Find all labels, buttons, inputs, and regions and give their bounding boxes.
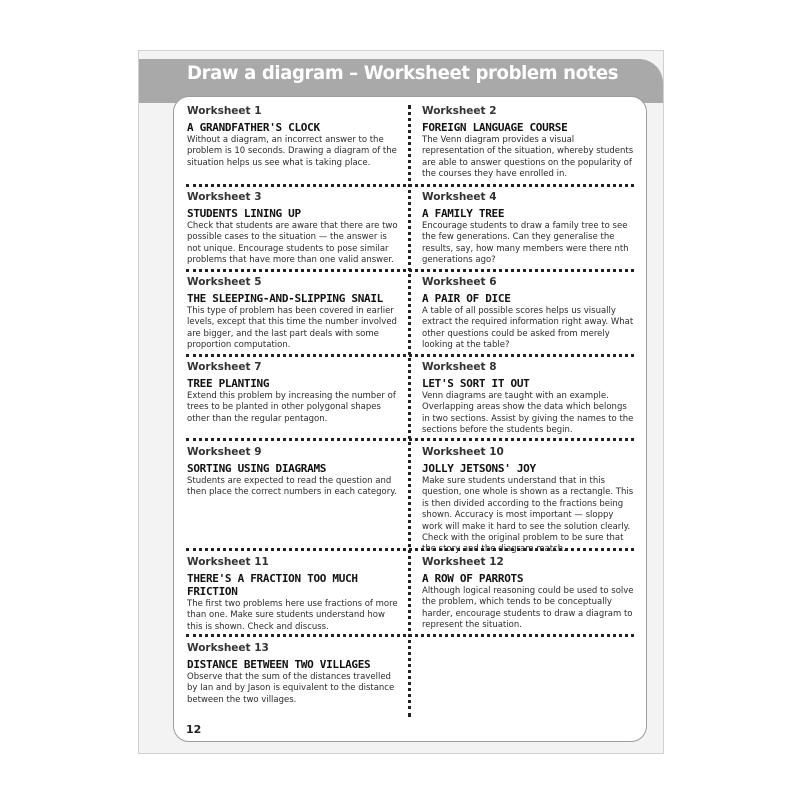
worksheet-title: TREE PLANTING [187, 377, 270, 390]
worksheet-notes: This type of problem has been covered in earlier levels, except that this time the number involved are bigger, and the last part deals with some proportion computation. [187, 306, 397, 351]
worksheet-notes: Check that students are aware that there are two possible cases to the situation — the answer is not unique. Encourage students to pose similar problems that have more than one valid answer. [187, 221, 398, 266]
worksheet-title: A GRANDFATHER'S CLOCK [187, 121, 320, 134]
worksheet-note [187, 275, 402, 353]
worksheet-notes: A table of all possible scores helps us visually extract the required information right away. What other questions could be asked from merely looking at the table? [422, 306, 634, 351]
worksheet-label: Worksheet 10 [422, 446, 504, 458]
worksheet-title: FOREIGN LANGUAGE COURSE [422, 121, 568, 134]
worksheet-note [187, 360, 402, 437]
worksheet-notes: Encourage students to draw a family tree to see the few generations. Can they generalise the results, say, how many members were there nth generations ago? [422, 221, 629, 266]
worksheet-notes: Observe that the sum of the distances travelled by Ian and by Jason is equivalent to the distance between the two villages. [187, 672, 395, 705]
row-divider [186, 269, 634, 272]
worksheet-title: A ROW OF PARROTS [422, 572, 524, 585]
worksheet-title: STUDENTS LINING UP [187, 207, 301, 220]
worksheet-title: LET'S SORT IT OUT [422, 377, 530, 390]
worksheet-notes: Make sure students understand that in this question, one whole is shown as a rectangle. This is then divided according to the fractions being shown. Accuracy is most important — sloppy work will make it hard to see the solution clearly. Check with the original problem to be sure that the story and the diagram match. [422, 476, 634, 555]
page-number: 12 [186, 723, 202, 736]
worksheet-note [187, 555, 402, 633]
worksheet-label: Worksheet 13 [187, 642, 269, 654]
column-divider [408, 105, 411, 717]
worksheet-notes: The first two problems here use fractions of more than one. Make sure students understand how this is shown. Check and discuss. [187, 599, 398, 632]
worksheet-note [187, 445, 402, 547]
worksheet-label: Worksheet 11 [187, 556, 269, 568]
worksheet-label: Worksheet 12 [422, 556, 504, 568]
worksheet-title: THE SLEEPING-AND-SLIPPING SNAIL [187, 292, 383, 305]
worksheet-title: THERE'S A FRACTION TOO MUCH FRICTION [187, 572, 358, 598]
worksheet-note [422, 104, 634, 182]
worksheet-title: JOLLY JETSONS' JOY [422, 462, 536, 475]
worksheet-note [187, 190, 402, 268]
worksheet-title: SORTING USING DIAGRAMS [187, 462, 327, 475]
worksheet-label: Worksheet 7 [187, 361, 262, 373]
worksheet-label: Worksheet 4 [422, 191, 497, 203]
worksheet-note [422, 275, 634, 353]
worksheet-title: A FAMILY TREE [422, 207, 505, 220]
worksheet-notes: The Venn diagram provides a visual representation of the situation, whereby students are able to answer questions on the popularity of the courses they have enrolled in. [422, 135, 634, 180]
worksheet-label: Worksheet 9 [187, 446, 262, 458]
worksheet-label: Worksheet 5 [187, 276, 262, 288]
worksheet-title: A PAIR OF DICE [422, 292, 511, 305]
worksheet-label: Worksheet 2 [422, 105, 497, 117]
worksheet-note [422, 555, 634, 633]
worksheet-note [422, 445, 634, 555]
worksheet-label: Worksheet 3 [187, 191, 262, 203]
worksheet-title: DISTANCE BETWEEN TWO VILLAGES [187, 658, 371, 671]
row-divider [186, 354, 634, 357]
worksheet-note [187, 104, 402, 182]
worksheet-label: Worksheet 8 [422, 361, 497, 373]
worksheet-notes: Although logical reasoning could be used to solve the problem, which tends to be conceptually harder, encourage students to draw a diagram to represent the situation. [422, 586, 634, 631]
worksheet-note [422, 190, 634, 268]
page-title: Draw a diagram – Worksheet problem notes [187, 62, 619, 84]
row-divider [186, 634, 634, 637]
worksheet-notes: Venn diagrams are taught with an example. Overlapping areas show the data which belongs in two sections. Assist by giving the names to the sections before the students begin. [422, 391, 634, 436]
row-divider [186, 438, 634, 441]
worksheet-notes: Extend this problem by increasing the number of trees to be planted in other polygonal shapes other than the regular pentagon. [187, 391, 396, 424]
worksheet-note [187, 641, 402, 713]
row-divider [186, 184, 634, 187]
worksheet-notes: Students are expected to read the question and then place the correct numbers in each category. [187, 476, 397, 498]
worksheet-note [422, 360, 634, 437]
worksheet-label: Worksheet 1 [187, 105, 262, 117]
worksheet-notes: Without a diagram, an incorrect answer to the problem is 10 seconds. Drawing a diagram of the situation helps us see what is taking place. [187, 135, 397, 168]
worksheet-label: Worksheet 6 [422, 276, 497, 288]
